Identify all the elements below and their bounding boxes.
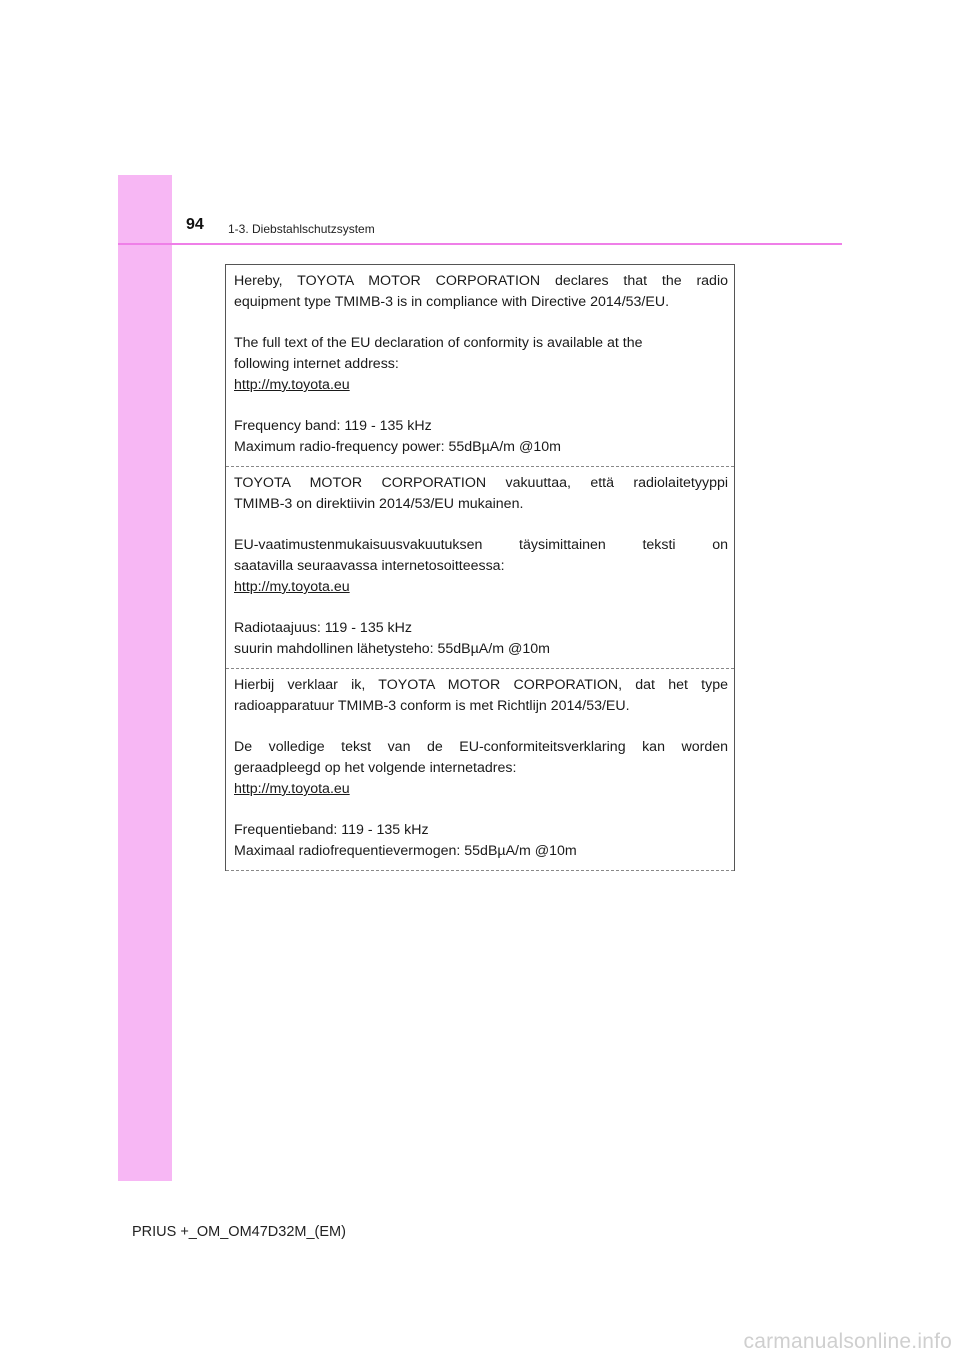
max-power: Maximum radio-frequency power: 55dBµA/m @10m xyxy=(234,439,561,455)
declaration-url-link[interactable]: http://my.toyota.eu xyxy=(234,781,350,797)
declaration-line: The full text of the EU declaration of conformity is available at the xyxy=(234,335,643,351)
declaration-line: geraadpleegd op het volgende internetadres: xyxy=(234,760,517,776)
declaration-line: following internet address: xyxy=(234,356,399,372)
intro-line: Hierbij verklaar ik, TOYOTA MOTOR CORPORATION, dat het type xyxy=(234,677,728,693)
document-code: PRIUS +_OM_OM47D32M_(EM) xyxy=(132,1224,346,1240)
declaration-box xyxy=(225,264,735,871)
declaration-paragraph xyxy=(234,333,728,396)
declaration-block-dutch xyxy=(226,669,734,871)
declaration-block-english xyxy=(226,265,734,467)
intro-line: TOYOTA MOTOR CORPORATION vakuuttaa, että radiolaitetyyppi xyxy=(234,475,728,491)
intro-paragraph xyxy=(234,271,728,313)
intro-line: TMIMB-3 on direktiivin 2014/53/EU mukainen. xyxy=(234,496,524,512)
header-rule xyxy=(118,243,842,245)
declaration-block-finnish xyxy=(226,467,734,669)
page-number: 94 xyxy=(186,216,204,233)
frequency-band: Frequency band: 119 - 135 kHz xyxy=(234,418,432,434)
spec-paragraph xyxy=(234,618,728,660)
declaration-line: EU-vaatimustenmukaisuusvakuutuksen täysimittainen teksti on xyxy=(234,537,728,553)
section-title: 1-3. Diebstahlschutzsystem xyxy=(228,222,375,236)
intro-paragraph xyxy=(234,473,728,515)
intro-line: equipment type TMIMB-3 is in compliance with Directive 2014/53/EU. xyxy=(234,294,670,310)
watermark: carmanualsonline.info xyxy=(743,1330,952,1353)
declaration-url-link[interactable]: http://my.toyota.eu xyxy=(234,579,350,595)
max-power: Maximaal radiofrequentievermogen: 55dBµA/m @10m xyxy=(234,843,577,859)
intro-line: radioapparatuur TMIMB-3 conform is met Richtlijn 2014/53/EU. xyxy=(234,698,630,714)
declaration-url-link[interactable]: http://my.toyota.eu xyxy=(234,377,350,393)
max-power: suurin mahdollinen lähetysteho: 55dBµA/m @10m xyxy=(234,641,550,657)
side-tab-band xyxy=(118,175,172,1181)
frequency-band: Radiotaajuus: 119 - 135 kHz xyxy=(234,620,412,636)
intro-paragraph xyxy=(234,675,728,717)
spec-paragraph xyxy=(234,820,728,862)
declaration-paragraph xyxy=(234,737,728,800)
declaration-line: De volledige tekst van de EU-conformiteitsverklaring kan worden xyxy=(234,739,728,755)
declaration-paragraph xyxy=(234,535,728,598)
frequency-band: Frequentieband: 119 - 135 kHz xyxy=(234,822,429,838)
spec-paragraph xyxy=(234,416,728,458)
intro-line: Hereby, TOYOTA MOTOR CORPORATION declares that the radio xyxy=(234,273,728,289)
declaration-line: saatavilla seuraavassa internetosoitteessa: xyxy=(234,558,505,574)
